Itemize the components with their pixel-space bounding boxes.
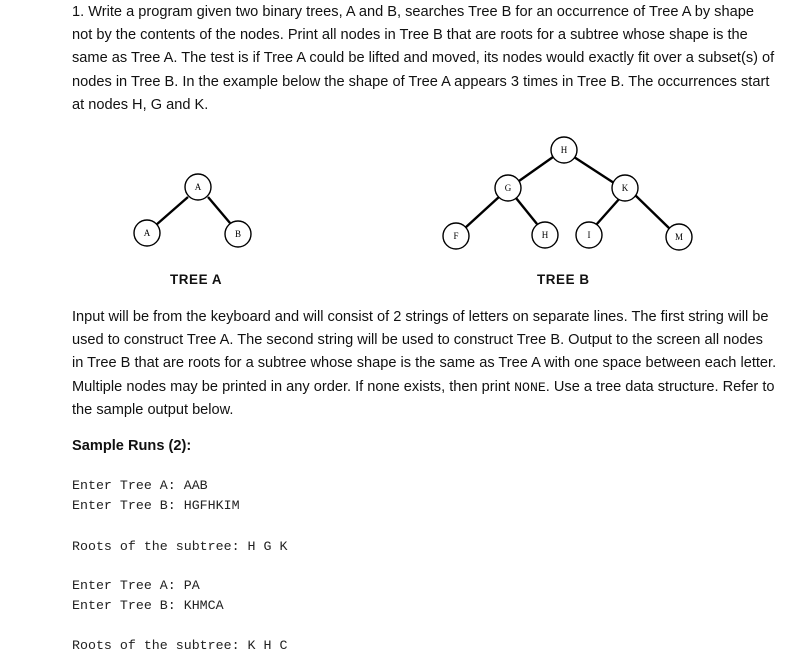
tree-b-edge [516,198,537,224]
run2-tree-a-line: Enter Tree A: PA [72,578,200,593]
tree-b-edge [519,157,553,181]
run1-tree-b-line: Enter Tree B: HGFHKIM [72,498,240,513]
sample-runs-heading: Sample Runs (2): [72,438,192,454]
tree-b-node-h [532,222,558,248]
input-description-text: Input will be from the keyboard and will consist of 2 strings of letters on separate lines. The first string will be used to construct Tree A. The second string will be used to construct Tree B. Output to the screen all nodes in Tree B that are roots for a subtree whose shape is the same as Tree A with one space between each letter. Multiple nodes may be printed in any order. If none exists, then print [72,309,777,395]
none-keyword: NONE [514,379,546,395]
tree-a-node-left [134,220,160,246]
tree-b-node-f [443,223,469,249]
tree-b-edge [596,198,620,225]
input-description [72,306,778,422]
svg-text:K: K [621,183,629,193]
tree-b-edge [635,195,670,229]
tree-b-node-i [576,222,602,248]
tree-b-node-h-root [551,137,577,163]
run1-result-line: Roots of the subtree: H G K [72,539,288,554]
tree-b-edge [574,157,614,183]
svg-text:I: I [587,230,591,240]
svg-text:A: A [143,228,151,238]
svg-text:A: A [194,182,202,192]
tree-b-edge [465,196,500,228]
tree-b-label: TREE B [537,272,590,287]
tree-a-edge [208,197,230,223]
run1-tree-a-line: Enter Tree A: AAB [72,478,208,493]
tree-a-node-root [185,174,211,200]
svg-text:H: H [560,145,568,155]
svg-text:B: B [234,229,242,239]
tree-b-node-k [612,175,638,201]
tree-a-edge [156,197,188,225]
tree-a-label: TREE A [170,272,223,287]
svg-text:F: F [453,231,459,241]
problem-statement: 1. Write a program given two binary trees, A and B, searches Tree B for an occurrence of Tree A by shape not by the contents of the nodes. Print all nodes in Tree B that are roots for a subtree whose shape is the same as Tree A. The test is if Tree A could be lifted and moved, its nodes would exactly fit over a subset(s) of nodes in Tree B. In the example below the shape of Tree A appears 3 times in Tree B. The occurrences start at nodes H, G and K. [72,4,775,113]
svg-text:M: M [674,232,684,242]
run2-result-line: Roots of the subtree: K H C [72,638,288,653]
svg-text:H: H [541,230,549,240]
tree-b-node-m [666,224,692,250]
input-description-end: . Use a tree data structure. Refer to the sample output below. [72,378,775,418]
tree-b-node-g [495,175,521,201]
tree-a-node-right [225,221,251,247]
svg-text:G: G [504,183,512,193]
run2-tree-b-line: Enter Tree B: KHMCA [72,598,224,613]
